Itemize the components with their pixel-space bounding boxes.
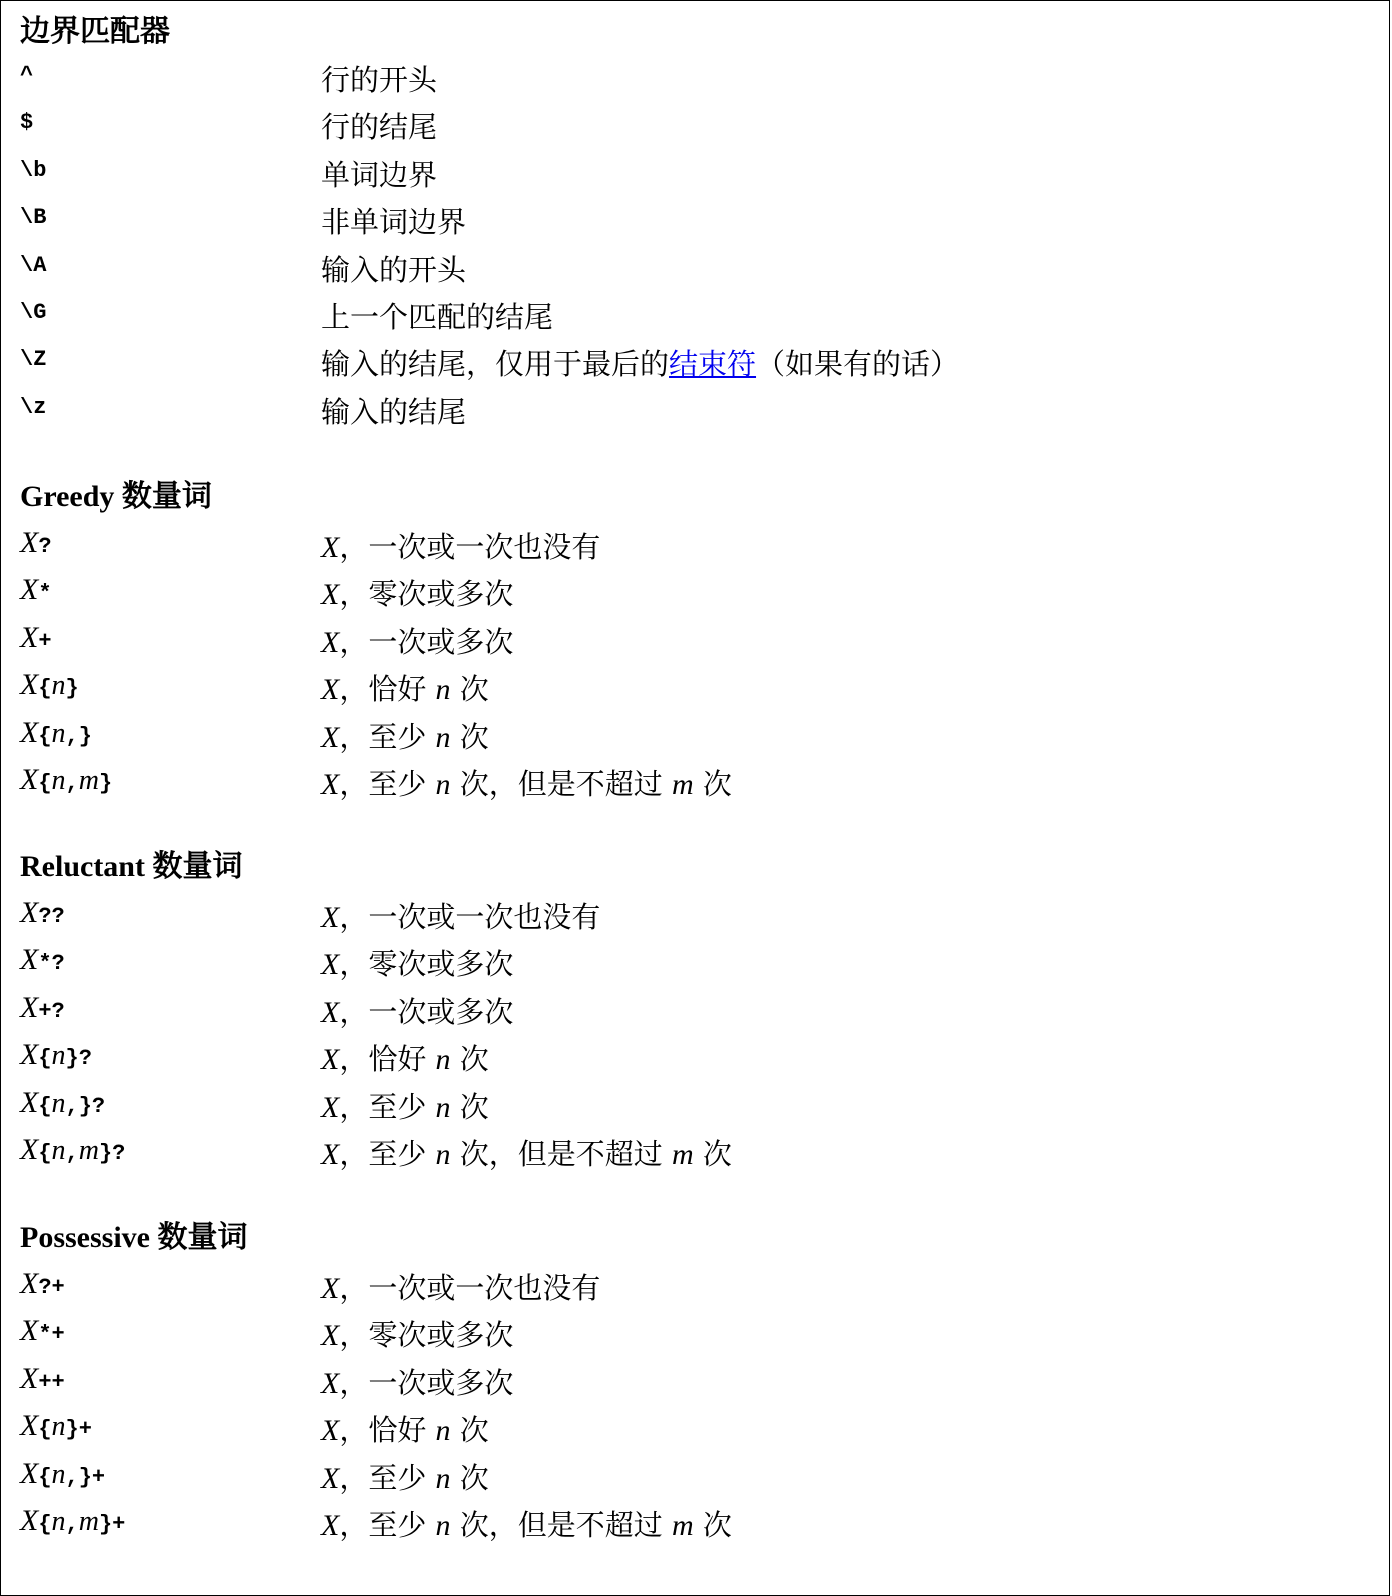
var-x: X	[321, 1508, 340, 1542]
description-text: 次	[450, 1413, 489, 1448]
construct-code: +	[38, 628, 52, 654]
description-text: ，零次或多次	[339, 947, 514, 982]
var-x: X	[20, 1503, 39, 1537]
section-title: Reluctant 数量词	[20, 850, 243, 883]
construct-cell	[20, 388, 46, 428]
var-m: m	[671, 1508, 694, 1542]
var-x: X	[321, 625, 340, 659]
table-row	[20, 1359, 1360, 1406]
table-row	[20, 246, 1360, 293]
construct-code: {	[38, 1140, 52, 1166]
section-reluctant-quantifiers	[20, 849, 1360, 1177]
description-text: ，至少	[339, 1460, 436, 1495]
description-text: ，恰好	[339, 672, 436, 707]
var-x: X	[20, 1314, 39, 1348]
construct-code: {	[38, 1417, 52, 1443]
var-x: X	[20, 1085, 39, 1119]
var-x: X	[20, 1267, 39, 1300]
construct-code: {	[38, 1093, 52, 1119]
description-text: 次，但是不超过	[450, 1507, 672, 1542]
description-cell: 输入的开头	[321, 252, 467, 287]
table-row	[20, 893, 1360, 940]
description-text: ，一次或多次	[339, 1365, 514, 1400]
table-row	[20, 760, 1360, 807]
var-m: m	[671, 767, 694, 801]
var-m: m	[78, 1134, 99, 1166]
var-n: n	[51, 1458, 66, 1490]
description-cell	[321, 1458, 489, 1499]
description-text: 次，但是不超过	[450, 766, 672, 801]
construct-code: \b	[20, 157, 47, 183]
construct-code: \A	[20, 252, 47, 278]
description-cell	[321, 764, 732, 805]
section-title: Possessive 数量词	[20, 1221, 248, 1254]
description-text: 输入的结尾，仅用于最后的	[321, 347, 670, 382]
description-cell: 非单词边界	[321, 205, 467, 240]
description-text: ，至少	[339, 1089, 436, 1124]
description-cell	[321, 669, 489, 710]
var-x: X	[20, 1456, 39, 1490]
construct-code: \Z	[20, 347, 47, 373]
description-text: ，恰好	[339, 1042, 436, 1077]
var-m: m	[671, 1137, 694, 1171]
var-n: n	[435, 1414, 451, 1448]
section-greedy-quantifiers	[20, 479, 1360, 807]
table-row	[20, 340, 1360, 387]
description-text: 次	[450, 672, 489, 707]
construct-cell	[20, 1359, 65, 1399]
table-row	[20, 56, 1360, 103]
var-n: n	[51, 1134, 66, 1166]
construct-code: {	[38, 723, 52, 749]
construct-cell	[20, 713, 92, 753]
description-cell	[321, 622, 513, 663]
var-x: X	[321, 1090, 340, 1124]
table-row	[20, 523, 1360, 570]
table-row	[20, 1454, 1360, 1501]
description-text: 次	[450, 1460, 489, 1495]
description-text: ，一次或一次也没有	[339, 900, 601, 934]
var-x: X	[20, 990, 39, 1024]
var-x: X	[321, 1272, 340, 1305]
construct-cell	[20, 1035, 92, 1075]
construct-cell	[20, 293, 46, 333]
table-row	[20, 388, 1360, 435]
var-x: X	[321, 995, 340, 1029]
construct-cell	[20, 56, 33, 96]
var-x: X	[321, 1043, 340, 1077]
section-possessive-quantifiers	[20, 1220, 1360, 1548]
var-x: X	[20, 1409, 39, 1443]
description-text: ，零次或多次	[339, 577, 514, 612]
construct-cell	[20, 988, 65, 1028]
var-x: X	[321, 1366, 340, 1400]
table-row	[20, 198, 1360, 245]
description-cell	[321, 1363, 513, 1404]
var-x: X	[20, 762, 39, 796]
construct-code: {	[38, 1464, 52, 1490]
construct-code: ,	[65, 1511, 79, 1537]
var-n: n	[435, 720, 451, 754]
description-cell: 单词边界	[321, 157, 438, 192]
description-text: 次，但是不超过	[450, 1136, 672, 1171]
description-text: ，至少	[339, 766, 436, 801]
construct-cell	[20, 665, 79, 705]
var-x: X	[321, 531, 340, 564]
construct-cell	[20, 1454, 105, 1494]
construct-code: {	[38, 1046, 52, 1072]
description-cell	[321, 897, 600, 938]
table-row	[20, 618, 1360, 665]
construct-cell	[20, 940, 65, 980]
description-text: ，一次或一次也没有	[339, 530, 601, 564]
construct-cell	[20, 1264, 65, 1304]
section-title: 边界匹配器	[20, 15, 170, 48]
var-x: X	[20, 573, 39, 607]
table-row	[20, 988, 1360, 1035]
table-row	[20, 665, 1360, 712]
construct-cell	[20, 151, 46, 191]
line-terminator-link[interactable]: 结束符	[669, 347, 757, 382]
description-cell	[321, 1315, 513, 1356]
var-x: X	[20, 1038, 39, 1072]
var-x: X	[321, 1319, 340, 1353]
description-text: 次	[693, 1136, 732, 1171]
construct-code: }	[78, 723, 92, 749]
var-x: X	[321, 720, 340, 754]
var-n: n	[51, 1087, 66, 1119]
construct-code: ,	[65, 723, 79, 749]
construct-cell	[20, 760, 112, 800]
description-cell	[321, 1410, 489, 1451]
construct-code: \B	[20, 205, 47, 231]
description-cell	[321, 1039, 489, 1080]
var-n: n	[51, 1411, 66, 1443]
var-x: X	[20, 526, 39, 559]
table-row	[20, 940, 1360, 987]
var-x: X	[321, 1461, 340, 1495]
construct-cell	[20, 1501, 125, 1541]
construct-cell	[20, 246, 46, 286]
construct-code: ,	[65, 770, 79, 796]
description-text: ，一次或一次也没有	[339, 1271, 601, 1305]
description-cell	[321, 717, 489, 758]
construct-code: ++	[38, 1369, 65, 1395]
construct-code: }	[98, 770, 113, 796]
construct-code: \z	[20, 394, 47, 420]
var-x: X	[321, 948, 340, 982]
description-text: 次	[450, 1089, 489, 1124]
construct-code: ,	[65, 1464, 79, 1490]
construct-cell	[20, 198, 46, 238]
var-x: X	[20, 896, 39, 929]
var-x: X	[20, 620, 39, 654]
var-n: n	[435, 767, 451, 801]
var-x: X	[321, 767, 340, 801]
table-row	[20, 151, 1360, 198]
construct-code: {	[38, 1511, 52, 1537]
var-x: X	[321, 578, 340, 612]
construct-code: *?	[38, 951, 65, 977]
construct-cell	[20, 1406, 92, 1446]
var-n: n	[435, 1461, 451, 1495]
var-m: m	[78, 764, 99, 796]
construct-code: {	[38, 676, 52, 702]
construct-code: }?	[78, 1093, 106, 1119]
construct-code: $	[20, 110, 34, 136]
table-row	[20, 1311, 1360, 1358]
var-x: X	[321, 1137, 340, 1171]
construct-code: }+	[78, 1464, 106, 1490]
var-n: n	[435, 1090, 451, 1124]
var-x: X	[321, 673, 340, 707]
table-row	[20, 713, 1360, 760]
var-n: n	[51, 1040, 66, 1072]
var-x: X	[20, 715, 39, 749]
construct-cell	[20, 1311, 65, 1351]
var-x: X	[20, 943, 39, 977]
var-n: n	[435, 1043, 451, 1077]
description-text: （如果有的话）	[756, 347, 960, 382]
table-row	[20, 1083, 1360, 1130]
table-row	[20, 1130, 1360, 1177]
description-cell	[321, 574, 513, 615]
description-text: ，恰好	[339, 1413, 436, 1448]
description-cell	[321, 1505, 732, 1546]
construct-cell	[20, 570, 52, 610]
description-text: ，至少	[339, 1136, 436, 1171]
var-x: X	[20, 668, 39, 702]
table-row	[20, 103, 1360, 150]
description-text: ，至少	[339, 719, 436, 754]
description-cell: 行的结尾	[321, 110, 438, 145]
var-x: X	[20, 1132, 39, 1166]
construct-code: \G	[20, 299, 47, 325]
var-n: n	[51, 670, 66, 702]
construct-cell	[20, 340, 46, 380]
table-row	[20, 1035, 1360, 1082]
var-n: n	[435, 1137, 451, 1171]
construct-cell	[20, 103, 33, 143]
description-text: ，一次或多次	[339, 994, 514, 1029]
construct-code: }?	[65, 1046, 92, 1072]
description-cell	[321, 992, 513, 1033]
construct-cell	[20, 1083, 105, 1123]
var-x: X	[20, 1361, 39, 1395]
description-text: ，零次或多次	[339, 1318, 514, 1353]
construct-code: ^	[20, 63, 34, 88]
construct-code: +?	[38, 998, 65, 1024]
var-n: n	[51, 1505, 66, 1537]
description-text: 次	[693, 766, 732, 801]
var-x: X	[321, 1414, 340, 1448]
var-n: n	[51, 717, 66, 749]
description-text: 次	[693, 1507, 732, 1542]
construct-code: *+	[38, 1322, 65, 1348]
construct-code: *	[38, 581, 52, 607]
construct-code: }	[65, 676, 79, 702]
construct-code: }+	[98, 1511, 126, 1537]
construct-cell	[20, 523, 52, 563]
table-row	[20, 293, 1360, 340]
var-n: n	[51, 764, 66, 796]
description-cell	[321, 1087, 489, 1128]
construct-code: ,	[65, 1140, 79, 1166]
construct-cell	[20, 893, 65, 933]
construct-code: ,	[65, 1093, 79, 1119]
table-row	[20, 1264, 1360, 1311]
section-title: Greedy 数量词	[20, 480, 212, 513]
construct-code: ?+	[38, 1275, 65, 1300]
description-cell: 上一个匹配的结尾	[321, 299, 554, 334]
description-cell	[321, 1268, 600, 1309]
description-cell	[321, 527, 600, 568]
description-cell	[321, 344, 959, 384]
construct-code: }+	[65, 1417, 92, 1443]
table-row	[20, 1501, 1360, 1548]
construct-cell	[20, 1130, 125, 1170]
table-row	[20, 570, 1360, 617]
section-boundary-matchers	[20, 14, 1360, 435]
var-n: n	[435, 673, 451, 707]
var-n: n	[435, 1508, 451, 1542]
construct-code: }?	[98, 1140, 126, 1166]
construct-code: ??	[38, 904, 65, 929]
table-row	[20, 1406, 1360, 1453]
var-m: m	[78, 1505, 99, 1537]
construct-cell	[20, 618, 52, 658]
description-text: 次	[450, 719, 489, 754]
construct-code: {	[38, 770, 52, 796]
description-cell	[321, 1134, 732, 1175]
description-cell: 输入的结尾	[321, 394, 467, 429]
description-text: ，至少	[339, 1507, 436, 1542]
description-cell: 行的开头	[321, 63, 438, 97]
description-cell	[321, 944, 513, 985]
description-text: 次	[450, 1042, 489, 1077]
construct-code: ?	[38, 534, 52, 559]
var-x: X	[321, 901, 340, 934]
description-text: ，一次或多次	[339, 624, 514, 659]
